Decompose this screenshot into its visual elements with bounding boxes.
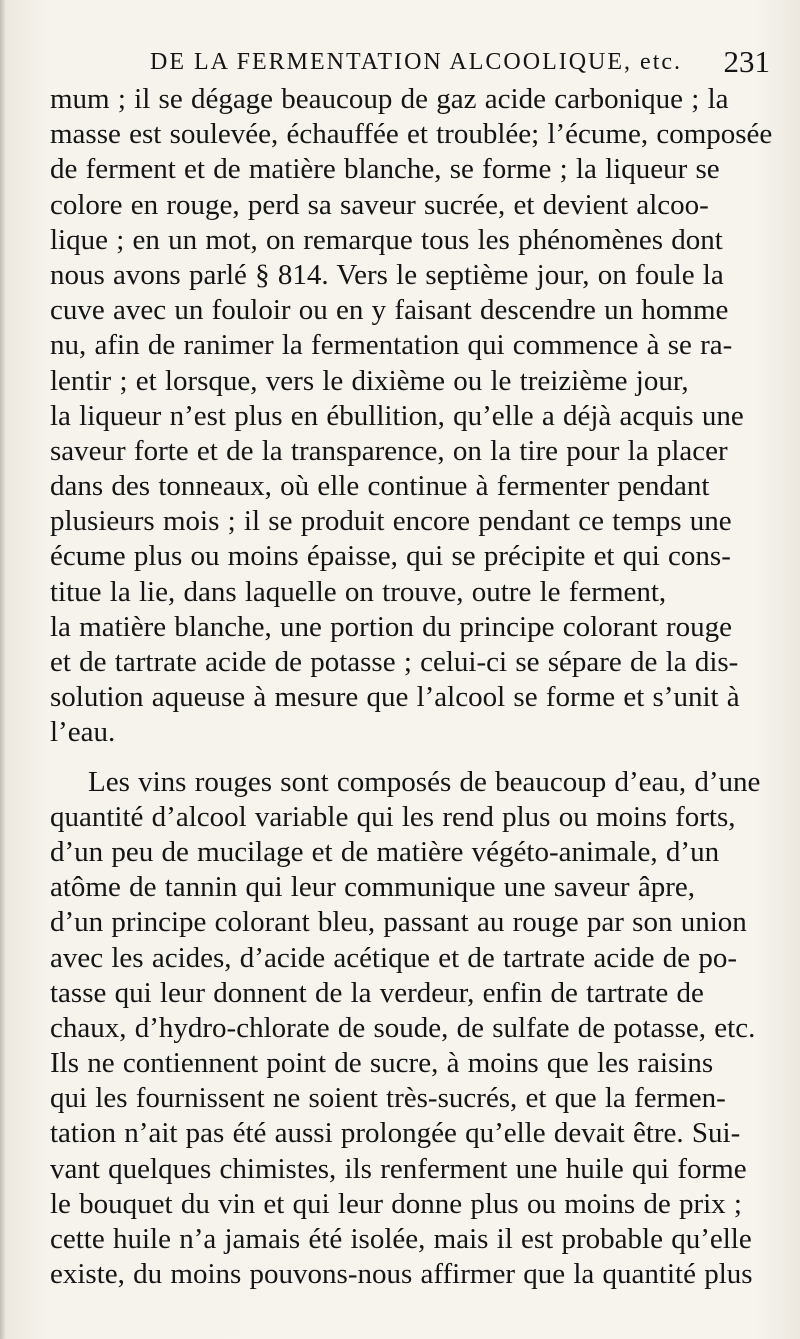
text-line: lique ; en un mot, on remarque tous les phénomènes dont <box>50 223 723 256</box>
text-line: chaux, d’hydro-chlorate de soude, de sulfate de potasse, etc. <box>50 1011 756 1044</box>
text-line: saveur forte et de la transparence, on la tire pour la placer <box>50 434 728 467</box>
text-line: Les vins rouges sont composés de beaucoup d’eau, d’une <box>88 765 761 798</box>
text-line: avec les acides, d’acide acétique et de tartrate acide de po- <box>50 941 738 974</box>
text-line: la liqueur n’est plus en ébullition, qu’elle a déjà acquis une <box>50 399 744 432</box>
text-line: vant quelques chimistes, ils renferment une huile qui forme <box>50 1152 747 1185</box>
paragraph-2 <box>50 765 775 1293</box>
text-line: tasse qui leur donnent de la verdeur, enfin de tartrate de <box>50 976 704 1009</box>
text-line: solution aqueuse à mesure que l’alcool se forme et s’unit à <box>50 681 740 714</box>
running-head: DE LA FERMENTATION ALCOOLIQUE, etc. <box>150 49 683 75</box>
text-line: l’eau. <box>50 716 116 749</box>
text-line: existe, du moins pouvons-nous affirmer que la quantité plus <box>50 1258 753 1291</box>
text-line: tation n’ait pas été aussi prolongée qu’elle devait être. Sui- <box>50 1117 741 1150</box>
text-line: le bouquet du vin et qui leur donne plus ou moins de prix ; <box>50 1187 742 1220</box>
text-line: titue la lie, dans laquelle on trouve, outre le ferment, <box>50 575 667 608</box>
text-line: lentir ; et lorsque, vers le dixième ou le treizième jour, <box>50 364 689 397</box>
paragraph-spacer <box>50 751 775 765</box>
paragraph-1 <box>50 82 775 751</box>
page-number: 231 <box>723 44 770 79</box>
text-line: atôme de tannin qui leur communique une saveur âpre, <box>50 871 695 904</box>
text-line: Ils ne contiennent point de sucre, à moins que les raisins <box>50 1047 714 1080</box>
text-line: plusieurs mois ; il se produit encore pendant ce temps une <box>50 505 732 538</box>
page-edge-shadow <box>0 0 6 1339</box>
text-line: dans des tonneaux, où elle continue à fermenter pendant <box>50 470 710 503</box>
text-line: et de tartrate acide de potasse ; celui-ci se sépare de la dis- <box>50 646 739 678</box>
body-text <box>50 82 775 1292</box>
text-line: qui les fournissent ne soient très-sucrés, et que la fermen- <box>50 1082 726 1115</box>
text-line: écume plus ou moins épaisse, qui se précipite et qui cons- <box>50 540 731 573</box>
text-line: cuve avec un fouloir ou en y faisant descendre un homme <box>50 294 729 327</box>
text-line: d’un principe colorant bleu, passant au rouge par son union <box>50 906 747 939</box>
text-line: colore en rouge, perd sa saveur sucrée, et devient alcoo- <box>50 188 709 221</box>
text-line: nous avons parlé § 814. Vers le septième jour, on foule la <box>50 258 724 291</box>
text-line: cette huile n’a jamais été isolée, mais il est probable qu’elle <box>50 1223 752 1255</box>
text-line: mum ; il se dégage beaucoup de gaz acide carbonique ; la <box>50 83 729 115</box>
text-line: d’un peu de mucilage et de matière végéto-animale, d’un <box>50 835 720 868</box>
page-header <box>150 44 770 80</box>
text-line: de ferment et de matière blanche, se forme ; la liqueur se <box>50 153 720 186</box>
text-line: masse est soulevée, échauffée et troublée; l’écume, composée <box>50 118 773 151</box>
text-line: quantité d’alcool variable qui les rend plus ou moins forts, <box>50 800 736 833</box>
text-line: nu, afin de ranimer la fermentation qui commence à se ra- <box>50 329 733 362</box>
text-line: la matière blanche, une portion du principe colorant rouge <box>50 610 732 643</box>
